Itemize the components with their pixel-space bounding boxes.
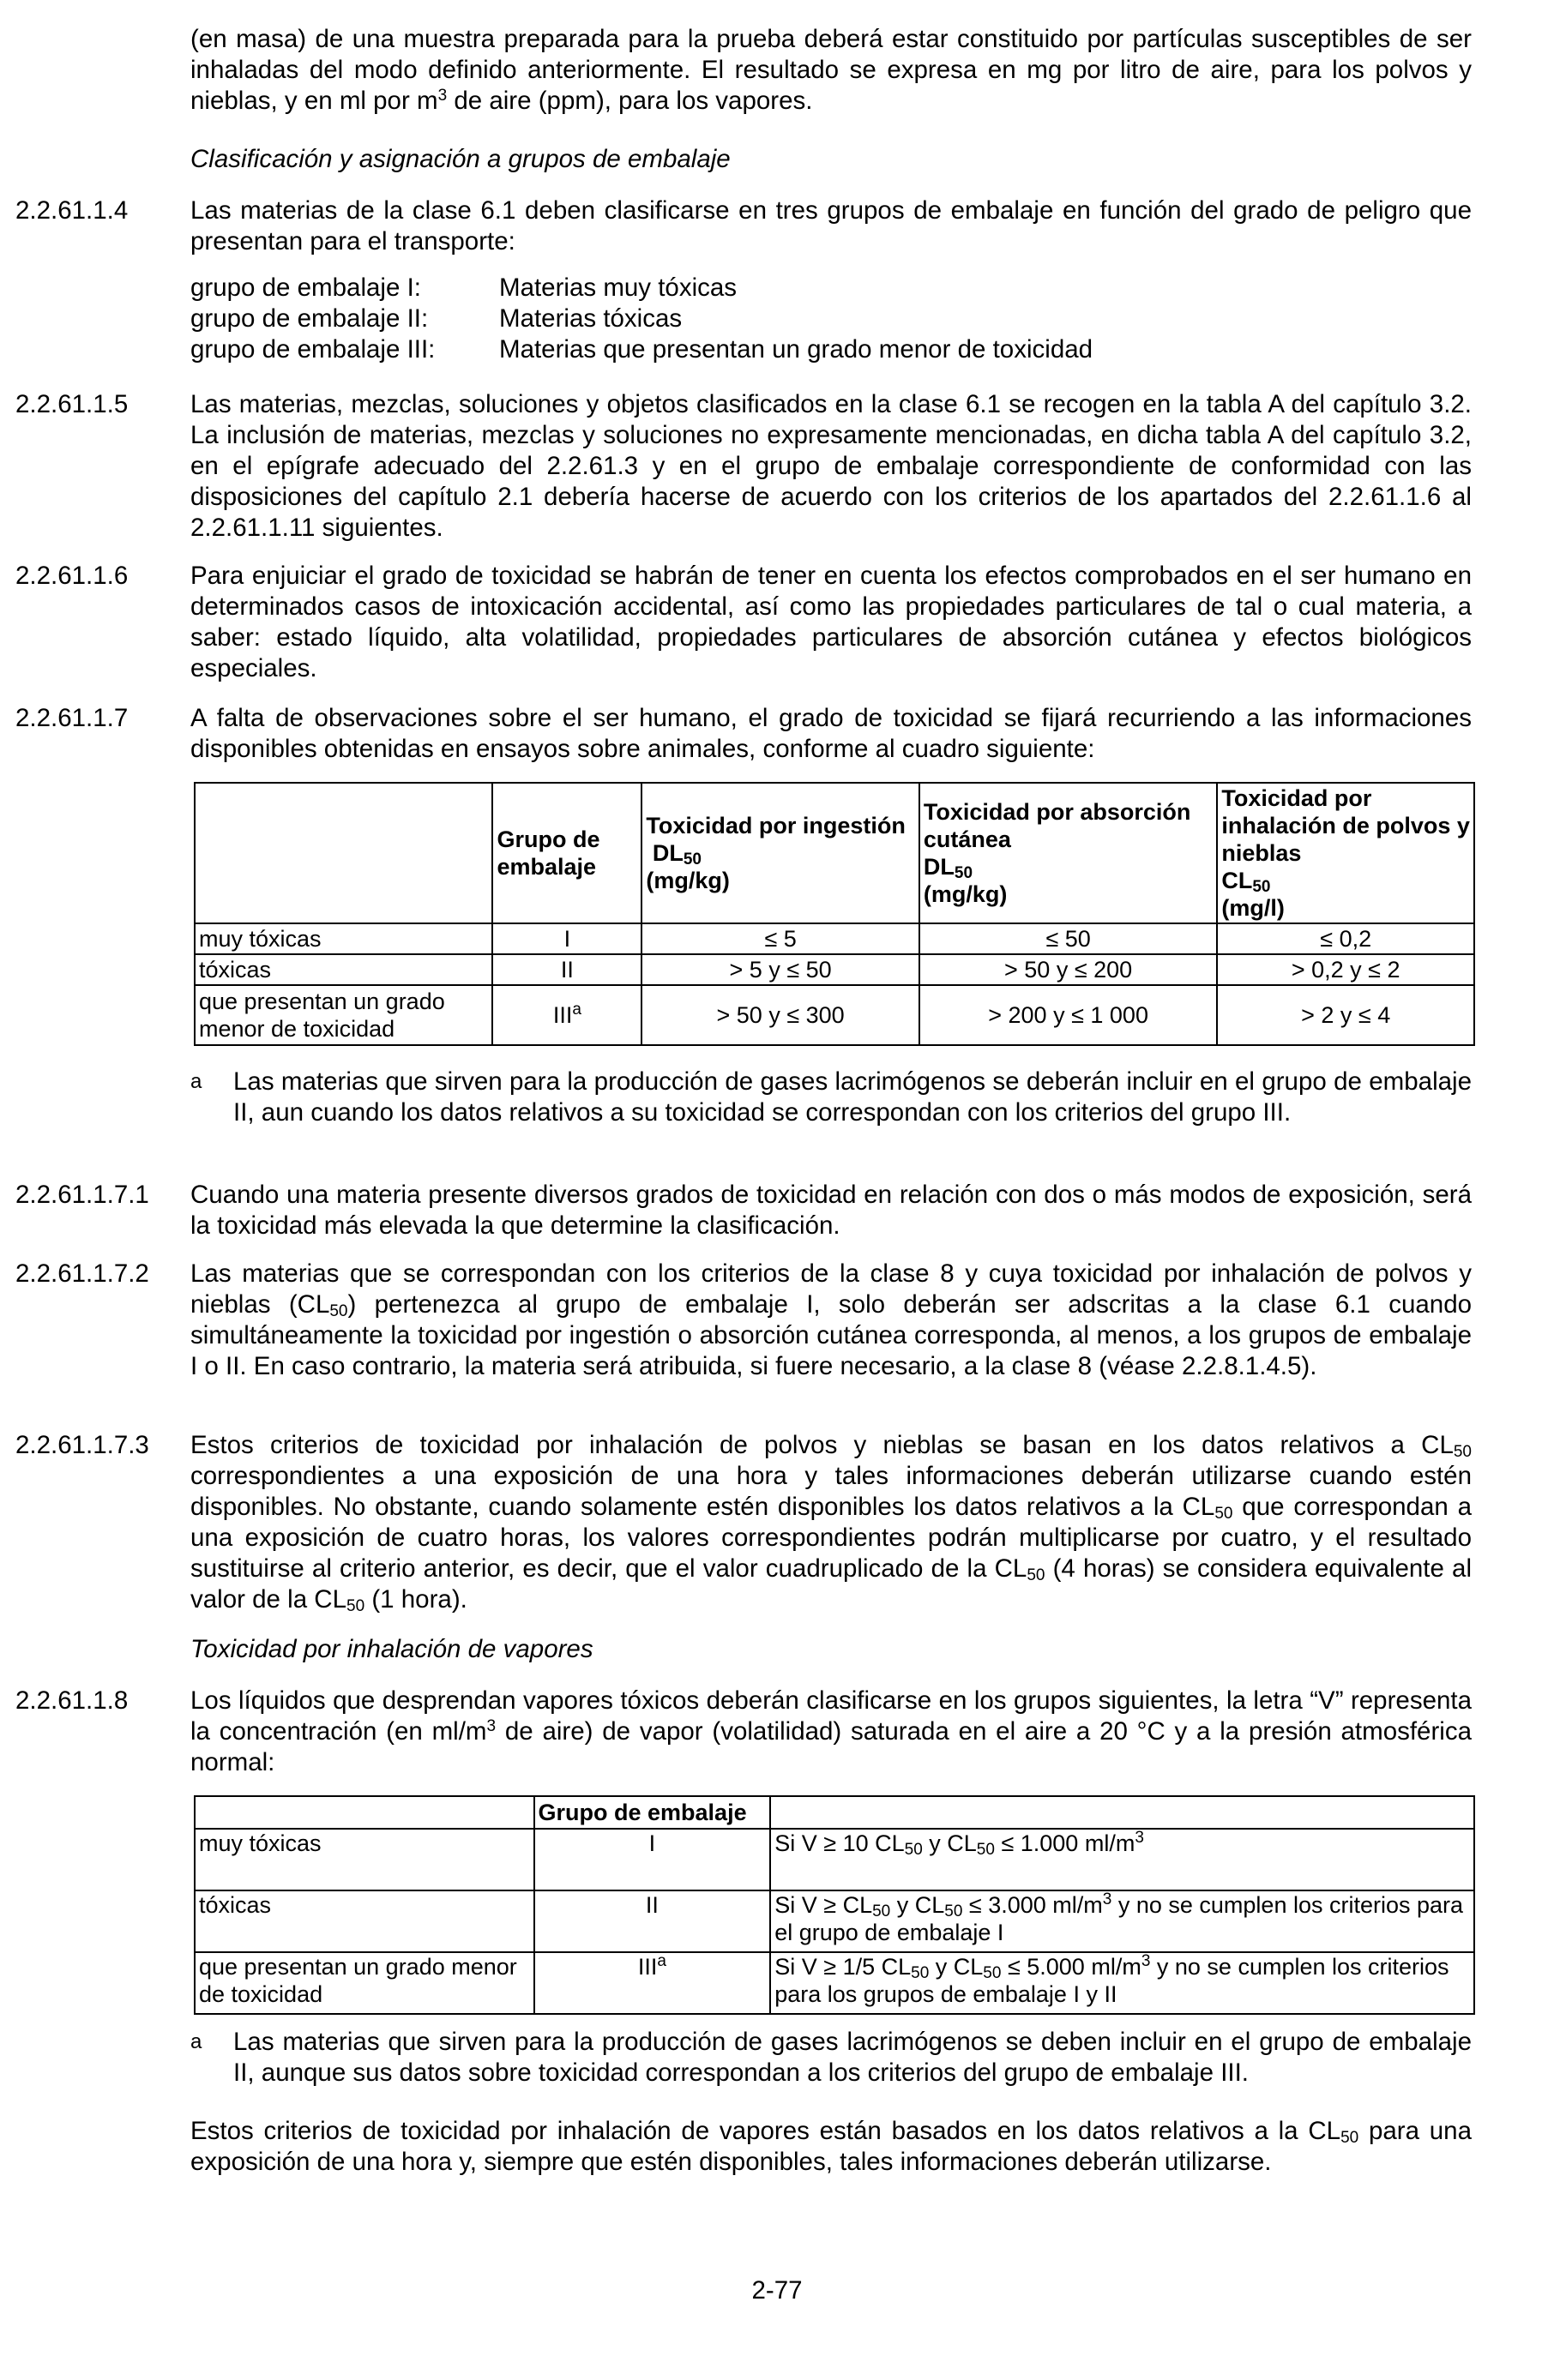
section-number-7-1: 2.2.61.1.7.1 [15,1181,149,1209]
section-number-7-3: 2.2.61.1.7.3 [15,1431,149,1459]
row-criteria: Si V ≥ 1/5 $CL_{50}$ y $CL_{50} \le 5.000$ $ml/m^3$ y no se cumplen los criterios para los grupos de embalaje I y II [770,1952,1474,2014]
page-number: 2-77 [751,2276,803,2305]
row-ingestion: > 50 y ≤ 300 [641,985,919,1045]
row-label: tóxicas [195,1890,534,1952]
section-number-7: 2.2.61.1.7 [15,704,129,732]
row-label: que presentan un grado menor de toxicidad [195,985,492,1045]
table-footnote-1 [190,1067,1472,1128]
row-criteria: Si $V \ge CL_{50}$ y $CL_{50} \le 3.000$ $ml/m^3$ y no se cumplen los criterios para el grupo de embalaje I [770,1890,1474,1952]
section-number-5: 2.2.61.1.5 [15,390,129,418]
row-criteria: Si V ≥ 10 $CL_{50}$ y $CL_{50} \le 1.000$ $ml/m^3$ [770,1829,1474,1890]
row-label: muy tóxicas [195,923,492,954]
row-dermal: > 50 y ≤ 200 [919,954,1217,985]
group-label: grupo de embalaje III: [190,335,436,364]
row-dermal: > 200 y ≤ 1 000 [919,985,1217,1045]
row-label: muy tóxicas [195,1829,534,1890]
section-7-2-text: Las materias que se correspondan con los criterios de la clase 8 y cuya toxicidad por inhalación de polvos y nieblas $(CL_{50})$ pertenezca al grupo de embalaje I, solo deberán ser adscritas a la clase 6.1 cuando simultáneamente la toxicidad por ingestión o absorción cutánea corresponda, al menos, a los grupos de embalaje I o II. En caso contrario, la materia será atribuida, si fuere necesario, a la clase 8 (véase 2.2.8.1.4.5). [190,1259,1473,1380]
heading-vapor-toxicity: Toxicidad por inhalación de vapores [190,1635,593,1663]
section-5-text: Las materias, mezclas, soluciones y objetos clasificados en la clase 6.1 se recogen en la tabla A del capítulo 3.2. La inclusión de materias, mezclas y soluciones no expresamente mencionadas, en dicha tabla A del capítulo 3.2, en el epígrafe adecuado del 2.2.61.3 y en el grupo de embalaje correspondiente de conformidad con las disposiciones del capítulo 2.1 debería hacerse de acuerdo con los criterios de los apartados del 2.2.61.1.6 al 2.2.61.1.11 siguientes. [190,390,1472,542]
row-group: III$^a$ [534,1952,771,2014]
row-ingestion: ≤ 5 [641,923,919,954]
section-number-4: 2.2.61.1.4 [15,196,129,225]
footnote-text: Las materias que sirven para la producción de gases lacrimógenos se deberán incluir en el grupo de embalaje II, aun cuando los datos relativos a su toxicidad se correspondan con los criterios del grupo III. [233,1067,1472,1127]
header-dermal: Toxicidad por absorción cutánea $DL_{50}$ (mg/kg) [919,783,1217,923]
header-group: Grupo de embalaje [534,1796,771,1829]
header-ingestion: Toxicidad por ingestión $DL_{50}$ (mg/kg) [641,783,919,923]
row-dermal: ≤ 50 [919,923,1217,954]
row-inhalation: > 2 y ≤ 4 [1217,985,1474,1045]
intro-superscript: 3 [437,87,448,105]
table-header-row [195,783,1474,923]
section-4-text: Las materias de la clase 6.1 deben clasificarse en tres grupos de embalaje en función del grado de peligro que presentan para el transporte: [190,196,1472,255]
header-empty [195,783,492,923]
row-group: III$^a$ [492,985,641,1045]
row-group: II [534,1890,771,1952]
group-label: grupo de embalaje II: [190,304,429,333]
section-7-3-text: Estos criterios de toxicidad por inhalación de polvos y nieblas se basan en los datos relativos a $CL_{50}$ correspondientes a una exposición de una hora y tales informaciones deberán utilizarse cuando estén disponibles. No obstante, cuando solamente estén disponibles los datos relativos a la $CL_{50}$ que correspondan a una exposición de cuatro horas, los valores correspondientes podrán multiplicarse por cuatro, y el resultado sustituirse al criterio anterior, es decir, que el valor cuadruplicado de la $CL_{50}$ (4 horas) se considera equivalente al valor de la $CL_{50}$ (1 hora). [190,1431,1472,1615]
table-header-row [195,1796,1474,1829]
intro-paragraph [190,24,1472,117]
table-row [195,1890,1474,1952]
packing-group-item [190,334,1093,365]
table-row [195,923,1474,954]
table-row [195,1952,1474,2014]
section-7-text: A falta de observaciones sobre el ser humano, el grado de toxicidad se fijará recurriendo a las informaciones disponibles obtenidas en ensayos sobre animales, conforme al cuadro siguiente: [190,704,1472,763]
header-empty [195,1796,534,1829]
section-number-8: 2.2.61.1.8 [15,1686,129,1715]
toxicity-criteria-table [194,782,1475,1046]
group-label: grupo de embalaje I: [190,273,421,302]
table-row [195,985,1474,1045]
section-8-text: Los líquidos que desprendan vapores tóxicos deberán clasificarse en los grupos siguientes, la letra “V” representa la concentración (en $ml/m^3$ de aire) de vapor (volatilidad) saturada en el aire a 20 °C y a la presión atmosférica normal: [190,1686,1472,1776]
closing-paragraph: Estos criterios de toxicidad por inhalación de vapores están basados en los datos relativos a la $CL_{50}$ para una exposición de una hora y, siempre que estén disponibles, tales informaciones deberán utilizarse. [190,2117,1472,2176]
table-row [195,954,1474,985]
packing-group-item [190,273,1093,304]
footnote-mark: a [190,2030,202,2053]
heading-classification: Clasificación y asignación a grupos de embalaje [190,145,731,173]
footnote-text: Las materias que sirven para la producción de gases lacrimógenos se deben incluir en el grupo de embalaje II, aunque sus datos sobre toxicidad correspondan a los criterios del grupo de embalaje III. [233,2028,1472,2087]
group-desc: Materias muy tóxicas [499,273,738,302]
section-number-7-2: 2.2.61.1.7.2 [15,1259,149,1288]
header-empty [770,1796,1474,1829]
row-inhalation: ≤ 0,2 [1217,923,1474,954]
packing-group-item [190,304,1093,334]
intro-text: (en masa) de una muestra preparada para la prueba deberá estar constituido por partículas susceptibles de ser inhaladas del modo definido anteriormente. El resultado se expresa en mg por litro de aire, para los polvos y nieblas, y en ml por m [190,25,1472,115]
table-row [195,1829,1474,1890]
row-group: I [534,1829,771,1890]
row-inhalation: > 0,2 y ≤ 2 [1217,954,1474,985]
footnote-mark: a [190,1070,202,1093]
section-number-6: 2.2.61.1.6 [15,562,129,590]
row-group: II [492,954,641,985]
row-group: I [492,923,641,954]
table-footnote-2 [190,2027,1472,2089]
row-label: que presentan un grado menor de toxicidad [195,1952,534,2014]
group-desc: Materias tóxicas [499,304,683,333]
vapor-toxicity-table [194,1795,1475,2015]
group-desc: Materias que presentan un grado menor de toxicidad [499,335,1093,364]
row-label: tóxicas [195,954,492,985]
header-group: Grupo de embalaje [492,783,641,923]
section-7-1-text: Cuando una materia presente diversos grados de toxicidad en relación con dos o más modos de exposición, será la toxicidad más elevada la que determine la clasificación. [190,1181,1472,1240]
intro-text-tail: de aire (ppm), para los vapores. [447,87,813,115]
header-inhalation: Toxicidad por inhalación de polvos y nieblas $CL_{50}$ (mg/l) [1217,783,1474,923]
section-6-text: Para enjuiciar el grado de toxicidad se habrán de tener en cuenta los efectos comprobados en el ser humano en determinados casos de intoxicación accidental, así como las propiedades particulares de tal o cual materia, a saber: estado líquido, alta volatilidad, propiedades particulares de absorción cutánea y efectos biológicos especiales. [190,562,1472,682]
row-ingestion: > 5 y ≤ 50 [641,954,919,985]
packing-group-list [190,273,1093,365]
